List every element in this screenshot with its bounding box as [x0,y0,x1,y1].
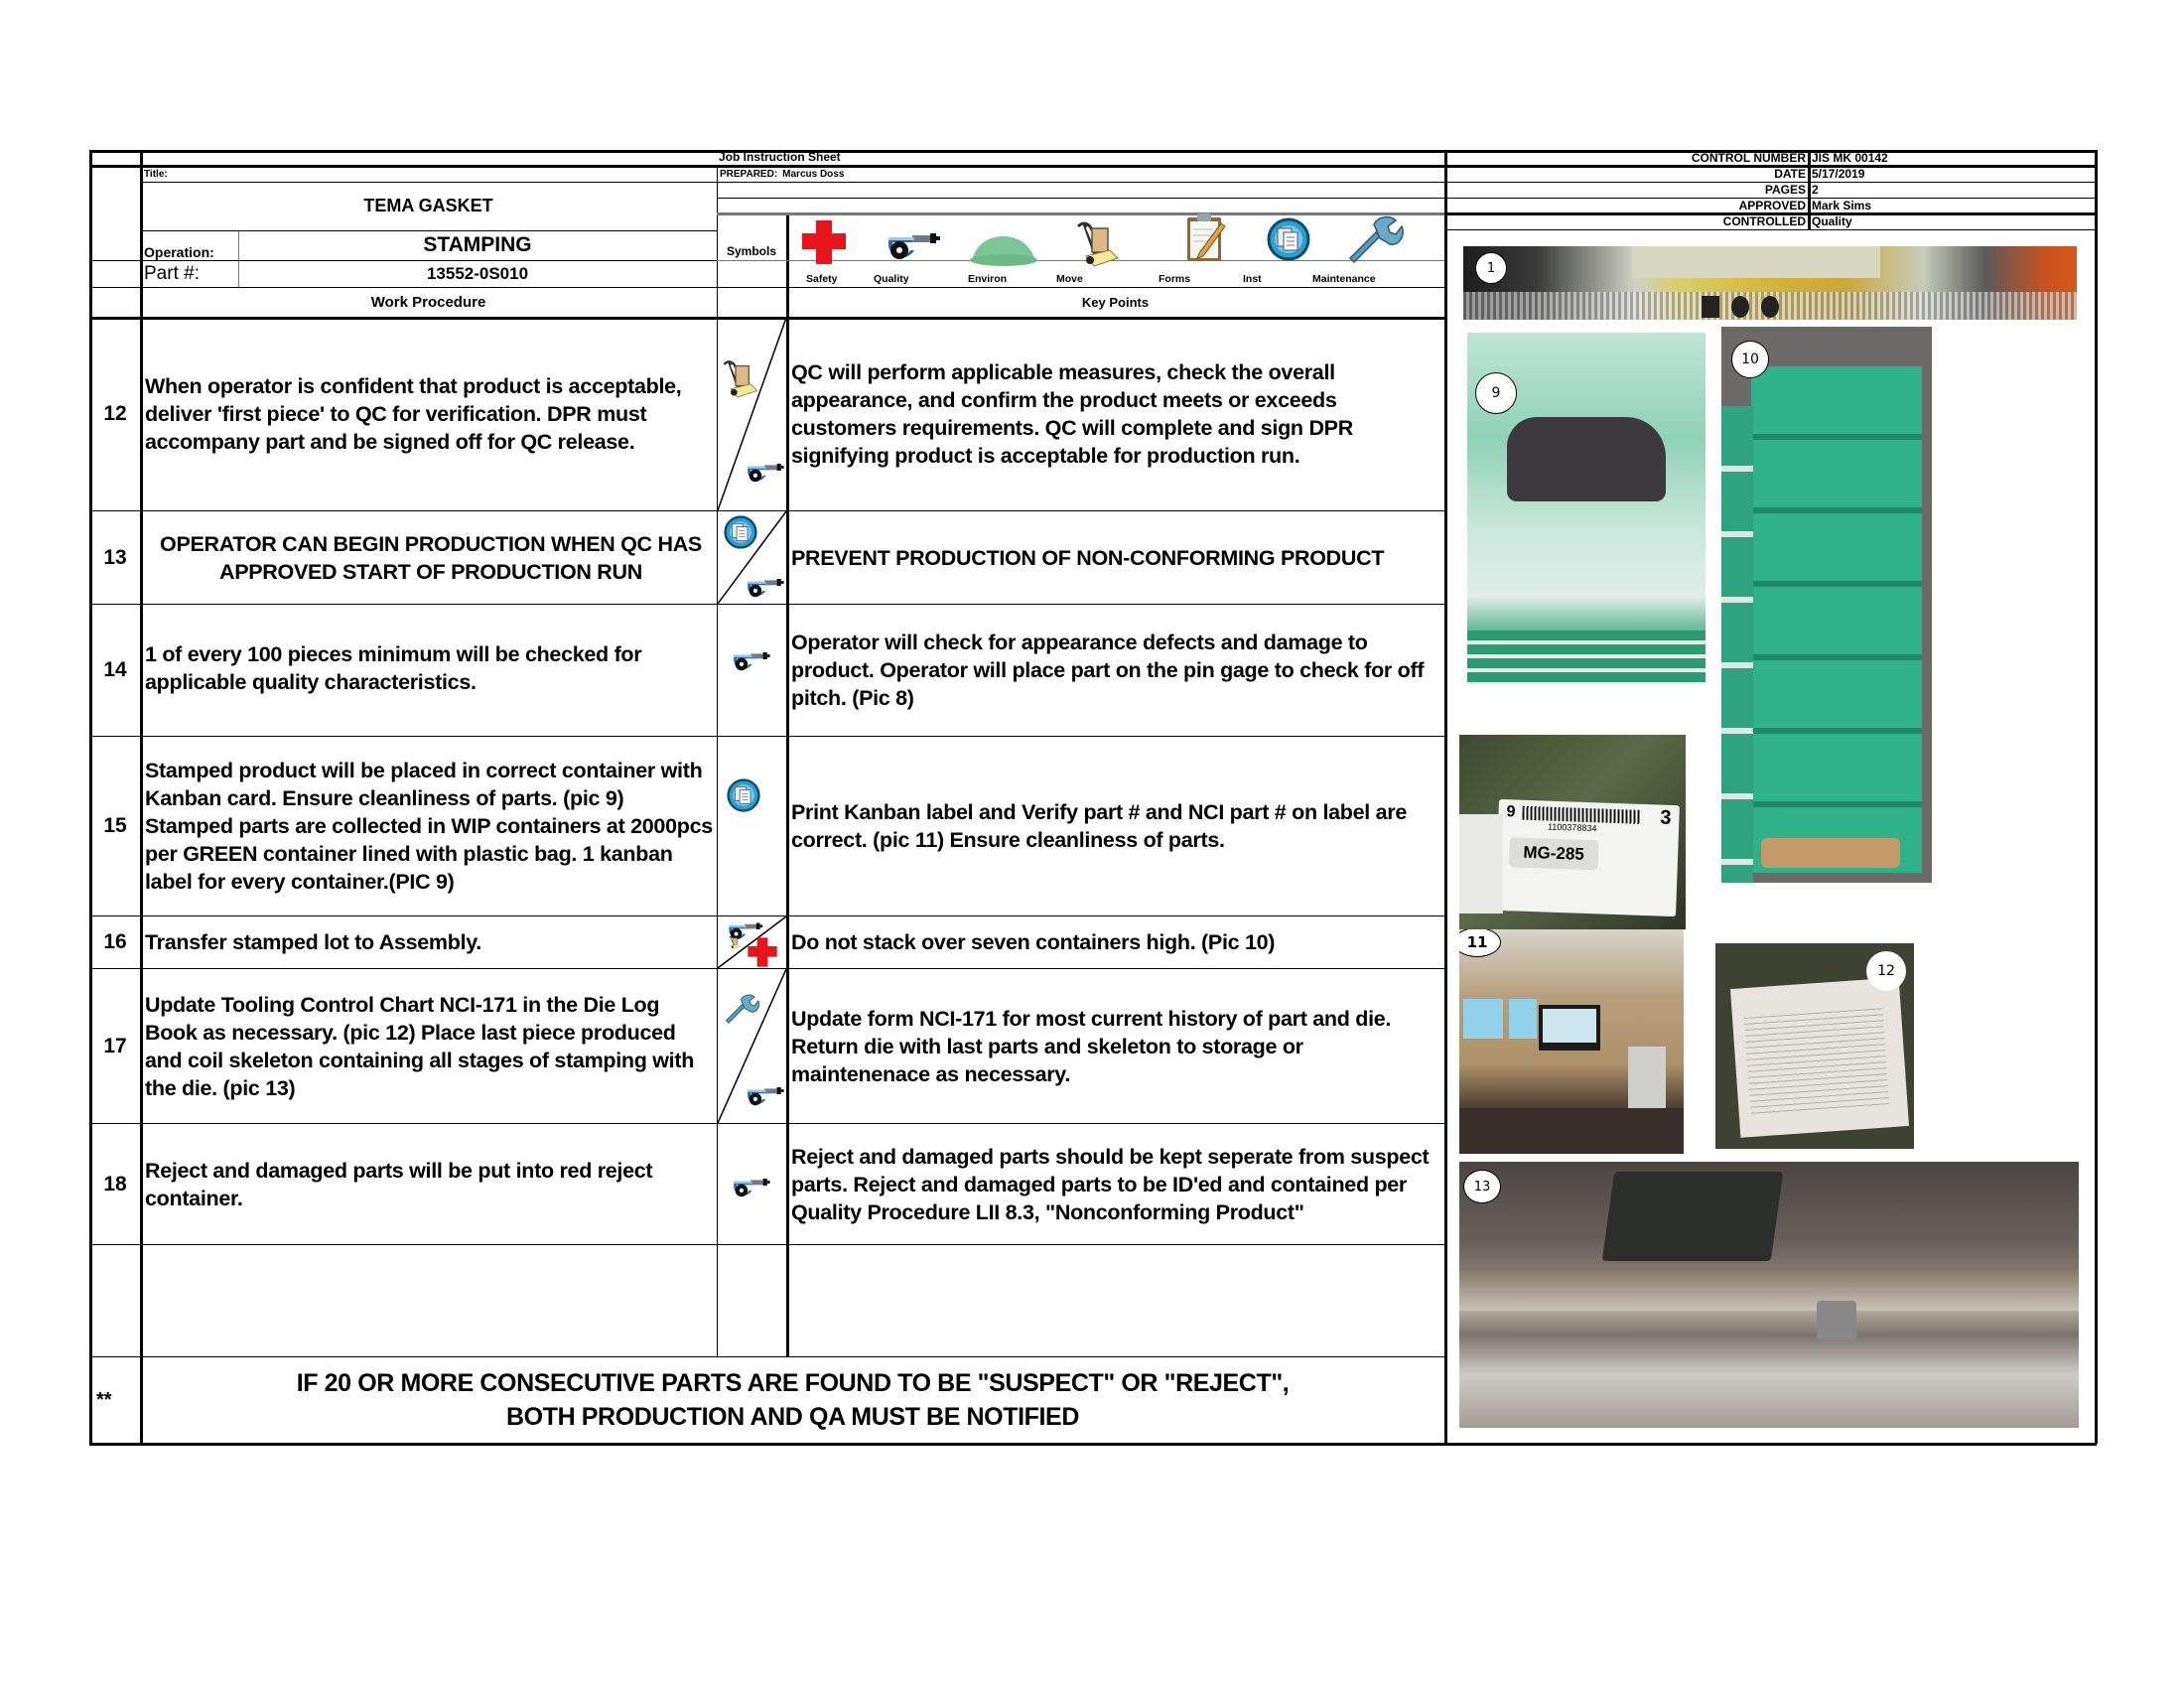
micrometer-icon [882,223,943,263]
wrench-icon [724,993,759,1025]
row-line [89,1244,1444,1245]
step-procedure: Transfer stamped lot to Assembly. [145,930,481,954]
table-bottom-border [89,1443,2097,1446]
micrometer-icon [743,572,786,600]
control-number-value: JIS MK 00142 [1812,151,1888,165]
table-right-border [2095,150,2098,1444]
control-number-label: CONTROL NUMBER [1691,151,1806,165]
green-car-icon [968,226,1039,268]
hand-truck-icon [726,935,744,949]
document-circle-icon [727,778,760,812]
micrometer-icon [743,1080,786,1108]
step-key-point: Print Kanban label and Verify part # and NCI part # on label are correct. (pic 11) Ensure cleanliness of parts. [791,800,1407,852]
date-label: DATE [1774,167,1806,181]
kanban-card [1495,799,1680,916]
picture-badge: 1 [1475,252,1507,284]
sheet-title: Job Instruction Sheet [719,150,841,164]
step-number: 12 [103,402,127,425]
footer-line-2: BOTH PRODUCTION AND QA MUST BE NOTIFIED [506,1403,1079,1431]
footer-marker: ** [96,1388,112,1411]
symbol-label-safety: Safety [806,273,838,285]
picture-12 [1715,943,1914,1149]
step-procedure: OPERATOR CAN BEGIN PRODUCTION WHEN QC HAS APPROVED START OF PRODUCTION RUN [160,531,702,584]
key-point-line: Return die with last parts and skeleton to storage or maintenenace as necessary. [791,1034,1303,1086]
picture-badge: 11 [1459,929,1501,957]
barcode-number: 1100378834 [1547,821,1597,834]
card-label: MG-285 [1509,837,1599,870]
prepared-value: Marcus Doss [782,168,845,180]
symbol-label-inst: Inst [1243,273,1262,285]
operation-label: Operation: [144,244,214,260]
title-value: TEMA GASKET [363,196,493,215]
step-number: 16 [103,930,127,953]
micrometer-icon [729,645,772,673]
step-number: 18 [103,1172,127,1196]
card-right-number: 3 [1659,806,1672,829]
wrench-icon [1346,214,1404,264]
red-cross-icon [747,936,778,968]
step-procedure: When operator is confident that product is acceptable, deliver 'first piece' to QC for verification. DPR must accompany part and be signed off for QC release. [145,374,682,454]
micrometer-icon [729,1172,772,1199]
right-section-divider [1444,150,1447,1444]
symbol-label-maintenance: Maintenance [1312,273,1376,285]
step-key-point: Operator will check for appearance defects and damage to product. Operator will place part on the pin gage to check for off pitch. (Pic 8) [791,631,1425,710]
step-procedure: Update Tooling Control Chart NCI-171 in the Die Log Book as necessary. (pic 12) Place last piece produced and coil skeleton containing all stages of stamping with the die. (pic 13) [145,992,695,1100]
document-circle-icon [1267,217,1310,261]
approved-label: APPROVED [1738,199,1806,212]
work-procedure-header: Work Procedure [370,293,486,311]
picture-10 [1721,327,1932,883]
step-key-point: Reject and damaged parts should be kept seperate from suspect parts. Reject and damaged parts to be ID'ed and contained per Quality Procedure LII 8.3, "Nonconforming Product" [791,1144,1430,1224]
key-points-header: Key Points [1081,294,1150,310]
picture-11-station [1459,929,1684,1154]
hand-truck-icon [1074,218,1122,268]
pages-label: PAGES [1764,183,1806,197]
step-key-point [787,969,1444,1123]
control-line [1444,229,2097,230]
micrometer-icon [743,457,786,485]
operation-value: STAMPING [423,233,532,256]
pages-value: 2 [1812,183,1819,197]
prepared-field [720,166,1117,182]
picture-badge: 9 [1475,372,1517,414]
controlled-label: CONTROLLED [1722,214,1806,228]
picture-badge: 10 [1731,341,1769,378]
title-label: Title: [144,168,168,180]
approved-value: Mark Sims [1812,199,1872,212]
hand-truck-icon [721,357,760,399]
part-value: 13552-0S010 [426,263,529,283]
header-line [717,182,1444,183]
controlled-value: Quality [1812,214,1852,228]
symbol-label-quality: Quality [874,273,909,285]
picture-13 [1459,1162,2079,1428]
document-circle-icon [724,515,757,549]
symbol-label-forms: Forms [1159,273,1191,285]
step-key-point: PREVENT PRODUCTION OF NON-CONFORMING PRODUCT [791,545,1385,570]
step-procedure: Stamped product will be placed in correct container with Kanban card. Ensure cleanliness of parts. (pic 9) Stamped parts are collected in WIP containers at 2000pcs per GREEN container lined with plastic bag. 1 kanban label for every container.(PIC 9) [145,759,713,894]
date-value: 5/17/2019 [1812,167,1865,181]
step-key-point: Do not stack over seven containers high. (Pic 10) [791,930,1276,954]
picture-1 [1463,246,2077,320]
prepared-label: PREPARED: [720,168,778,180]
card-left-number: 9 [1506,803,1516,821]
part-label: Part #: [144,262,200,284]
step-number: 17 [103,1034,127,1057]
picture-11-kanban-card [1459,735,1686,929]
step-key-point: QC will perform applicable measures, check the overall appearance, and confirm the product meets or exceeds customers requirements. QC will complete and sign DPR signifying product is acceptable for production run. [791,360,1353,468]
red-cross-icon [800,218,848,266]
step-procedure: 1 of every 100 pieces minimum will be checked for applicable quality characteristics. [145,642,642,694]
control-value-divider [1808,150,1811,230]
symbol-label-move: Move [1056,273,1083,285]
step-number: 15 [103,814,127,837]
footer-line-1: IF 20 OR MORE CONSECUTIVE PARTS ARE FOUND TO BE "SUSPECT" OR "REJECT", [296,1369,1290,1397]
step-number: 13 [103,545,127,569]
symbols-label: Symbols [726,243,776,258]
key-point-line: Update form NCI-171 for most current history of part and die. [791,1006,1392,1031]
clipboard-icon [1181,211,1227,263]
step-number: 14 [103,658,127,681]
step-procedure: Reject and damaged parts will be put into red reject container. [145,1158,653,1210]
picture-9 [1467,333,1706,684]
symbol-label-environ: Environ [968,273,1008,285]
header-line [717,212,1444,215]
header-line [717,198,1444,199]
picture-badge: 12 [1866,951,1906,991]
footer-notice [141,1357,1444,1443]
picture-badge: 13 [1463,1170,1501,1203]
